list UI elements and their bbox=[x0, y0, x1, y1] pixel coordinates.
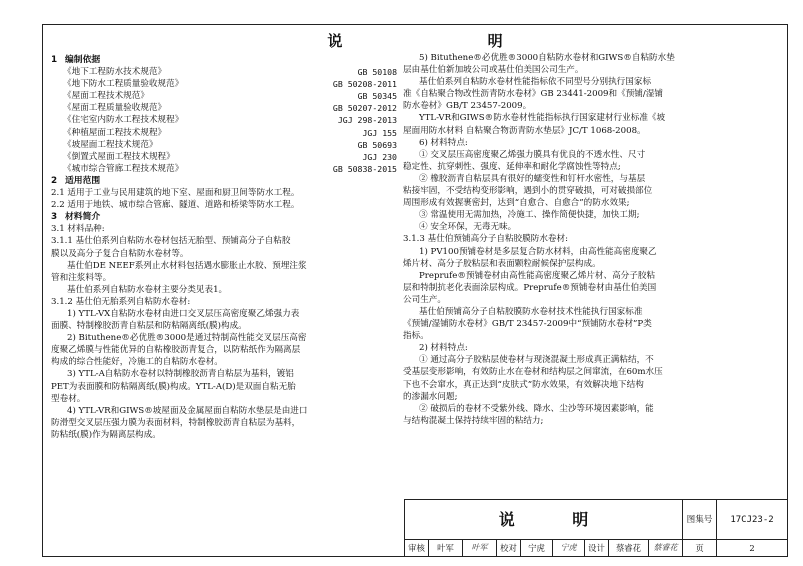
text-line: 屋面用防水材料 自粘聚合物沥青防水垫层》JC/T 1068-2008。 bbox=[403, 125, 646, 136]
text-line: ① 通过高分子胶粘层使卷材与现浇混凝土形成真正满粘结，不 bbox=[419, 355, 654, 366]
page-number: 2 bbox=[749, 543, 755, 553]
section-heading bbox=[51, 175, 399, 187]
text-line: 2.2 适用于地铁、城市综合管廊、隧道、道路和桥梁等防水工程。 bbox=[51, 200, 300, 211]
standard-name: 《地下工程防水技术规范》 bbox=[63, 67, 167, 78]
text-line: 烯片材、高分子胶粘层和表面颗粒耐候保护层构成。 bbox=[403, 258, 601, 269]
text-line: 下也不会窜水，真正达到“皮肤式”防水效果，有效解决地下结构 bbox=[403, 379, 644, 390]
standard-name: 《城市综合管廊工程技术规范》 bbox=[63, 163, 184, 174]
text-line: 1) PV100预铺卷材是多层复合防水材料，由高性能高密度聚乙 bbox=[419, 246, 657, 257]
standard-row bbox=[51, 151, 399, 163]
text-line: 2) Bituthene®必优胜®3000是通过特制高性能交叉层压高密 bbox=[67, 333, 307, 344]
standard-name: 《住宅室内防水工程技术规程》 bbox=[63, 115, 184, 126]
review-label: 审核 bbox=[405, 540, 429, 556]
text-line: 3.1.3 基仕伯预铺高分子自粘胶膜防水卷材: bbox=[403, 234, 568, 245]
text-line: 防粘纸(膜)作为隔离层构成。 bbox=[51, 429, 161, 440]
section-number: 2 bbox=[51, 175, 58, 186]
text-line: 2.1 适用于工业与民用建筑的地下室、屋面和厨卫间等防水工程。 bbox=[51, 188, 300, 199]
design-signature: 蔡睿花 bbox=[649, 540, 683, 556]
standard-name: 《屋面工程技术规范》 bbox=[63, 91, 149, 102]
standard-row bbox=[51, 127, 399, 139]
standard-name: 《地下防水工程质量验收规范》 bbox=[63, 79, 184, 90]
standard-code: GB 50838-2015 bbox=[332, 163, 397, 174]
title-block-name: 说 明 bbox=[405, 500, 683, 539]
standard-row bbox=[51, 78, 399, 90]
text-line: 6) 材料特点: bbox=[419, 137, 468, 148]
standard-code: GB 50108 bbox=[357, 67, 397, 78]
standard-name: 《屋面工程质量验收规范》 bbox=[63, 103, 167, 114]
page-title: 说 明 bbox=[327, 32, 573, 50]
section-number: 1 bbox=[51, 55, 58, 65]
title-block bbox=[404, 499, 788, 557]
text-line: 准《自粘聚合物改性沥青防水卷材》GB 23441-2009和《预铺/湿铺 bbox=[403, 89, 663, 100]
standard-code: GB 50693 bbox=[357, 139, 397, 150]
standard-code: GB 50208-2011 bbox=[332, 79, 397, 90]
text-line: 防水卷材》GB/T 23457-2009。 bbox=[403, 101, 532, 112]
text-line: 粘接牢固，不受结构变形影响，遇到小的贯穿破损，可对破损部位 bbox=[403, 186, 653, 197]
text-line: 防滑型交叉层压强力膜为表面材料，特制橡胶沥青自粘层为基料， bbox=[51, 417, 301, 428]
text-line: 3.1.1 基仕伯系列自粘防水卷材包括无胎型、预铺高分子自粘胶 bbox=[51, 236, 291, 247]
section-heading bbox=[51, 54, 399, 66]
standard-code: JGJ 298-2013 bbox=[337, 115, 397, 126]
text-line: ② 破损后的卷材不受紫外线、降水、尘沙等环境因素影响，能 bbox=[419, 403, 654, 414]
text-line: 的渗漏水问题; bbox=[403, 391, 458, 402]
right-column bbox=[403, 52, 783, 427]
text-line: ② 橡胶沥青自粘层具有很好的蠕变性和钉杆水密性，与基层 bbox=[419, 173, 646, 184]
text-line: 型卷材。 bbox=[51, 393, 86, 404]
atlas-number: 17CJ23-2 bbox=[730, 515, 774, 525]
standard-code: JGJ 155 bbox=[362, 127, 397, 138]
text-line: ③ 常温使用无需加热，冷施工、操作简便快捷，加快工期; bbox=[419, 210, 640, 221]
text-line: 基仕伯DE NEEF系列止水材料包括遇水膨胀止水胶、预埋注浆 bbox=[67, 260, 307, 271]
text-line: Preprufe®预铺卷材由高性能高密度聚乙烯片材、高分子胶粘 bbox=[419, 270, 656, 281]
text-line: 3.1.2 基仕伯无胎系列自粘防水卷材: bbox=[51, 296, 191, 307]
text-line: ④ 安全环保，无毒无味。 bbox=[419, 222, 517, 233]
standard-code: JGJ 230 bbox=[362, 151, 397, 162]
sheet-frame bbox=[42, 24, 788, 557]
text-line: 构成的综合性能好，冷施工的自粘防水卷材。 bbox=[51, 357, 223, 368]
check-name: 宁虎 bbox=[521, 540, 553, 556]
left-column bbox=[51, 54, 399, 441]
text-line: YTL-VR和GIWS®防水卷材性能指标执行国家建材行业标准《坡 bbox=[419, 113, 666, 124]
standard-row bbox=[51, 102, 399, 114]
text-line: 度聚乙烯膜与性能优异的自粘橡胶沥青复合，以防粘纸作为隔离层 bbox=[51, 345, 301, 356]
standard-row bbox=[51, 163, 399, 175]
standard-code: GB 50345 bbox=[357, 91, 397, 102]
standard-row bbox=[51, 66, 399, 78]
standard-name: 《种植屋面工程技术规程》 bbox=[63, 127, 167, 138]
text-line: 管和注浆料等。 bbox=[51, 272, 112, 283]
standard-code: GB 50207-2012 bbox=[332, 103, 397, 114]
standard-name: 《倒置式屋面工程技术规程》 bbox=[63, 151, 175, 162]
text-line: 层由基仕伯新加坡公司或基仕伯美国公司生产。 bbox=[403, 65, 584, 76]
standard-name: 《坡屋面工程技术规范》 bbox=[63, 139, 158, 150]
section-heading bbox=[51, 211, 399, 223]
design-name: 蔡睿花 bbox=[609, 540, 649, 556]
section-number: 3 bbox=[51, 212, 58, 223]
text-line: 公司生产。 bbox=[403, 294, 446, 305]
check-label: 校对 bbox=[497, 540, 521, 556]
text-line: 3.1 材料品种: bbox=[51, 224, 105, 235]
section-title: 材料简介 bbox=[65, 212, 101, 223]
design-label: 设计 bbox=[585, 540, 609, 556]
text-line: 受基层变形影响，有效防止水在卷材和结构层之间窜流，在60m水压 bbox=[403, 367, 663, 378]
text-line: 面膜、特制橡胶沥青自粘层和防粘隔离纸(膜)构成。 bbox=[51, 321, 247, 332]
text-line: 基仕伯预铺高分子自粘胶膜防水卷材技术性能执行国家标准 bbox=[419, 306, 643, 317]
standard-row bbox=[51, 90, 399, 102]
check-signature: 宁虎 bbox=[553, 540, 585, 556]
text-line: 层和特制抗老化表面涂层构成。Preprufe®预铺卷材由基仕伯美国 bbox=[403, 282, 657, 293]
text-line: 稳定性、抗穿刺性、强度、延伸率和耐化学腐蚀性等特点; bbox=[403, 161, 621, 172]
section-title: 适用范围 bbox=[65, 175, 101, 186]
text-line: 1) YTL-VX自粘防水卷材由进口交叉层压高密度聚乙烯强力表 bbox=[67, 308, 300, 319]
text-line: 2) 材料特点: bbox=[419, 343, 468, 354]
page-label: 页 bbox=[683, 540, 717, 556]
text-line: 指标。 bbox=[403, 331, 429, 342]
text-line: 3) YTL-A自粘防水卷材以特制橡胶沥青自粘层为基料，镀铝 bbox=[67, 369, 294, 380]
text-line: 4) YTL-VR和GIWS®坡屋面及金属屋面自粘防水垫层是由进口 bbox=[67, 405, 308, 416]
text-line: 《预铺/湿铺防水卷材》GB/T 23457-2009中“预铺防水卷材”P类 bbox=[403, 319, 652, 330]
review-name: 叶军 bbox=[429, 540, 463, 556]
atlas-label: 图集号 bbox=[683, 500, 717, 539]
text-line: 与结构混凝土保持持续牢固的粘结力; bbox=[403, 415, 544, 426]
text-line: 膜以及高分子复合自粘防水卷材等。 bbox=[51, 248, 189, 259]
standard-row bbox=[51, 114, 399, 126]
text-line: 基仕伯系列自粘防水卷材性能指标依不同型号分别执行国家标 bbox=[419, 77, 652, 88]
text-line: ① 交叉层压高密度聚乙烯强力膜具有优良的不透水性、尺寸 bbox=[419, 149, 646, 160]
text-line: 基仕伯系列自粘防水卷材主要分类见表1。 bbox=[67, 284, 228, 295]
section-title: 编制依据 bbox=[65, 55, 101, 65]
text-line: 周围形成有效握裹密封，达到“自愈合、自愈合”的防水效果; bbox=[403, 198, 630, 209]
standard-row bbox=[51, 139, 399, 151]
text-line: PET为表面膜和防粘隔离纸(膜)构成。YTL-A(D)是双面自粘无胎 bbox=[51, 381, 296, 392]
text-line: 5) Bituthene®必优胜®3000自粘防水卷材和GIWS®自粘防水垫 bbox=[419, 53, 675, 63]
review-signature: 叶军 bbox=[463, 540, 497, 556]
